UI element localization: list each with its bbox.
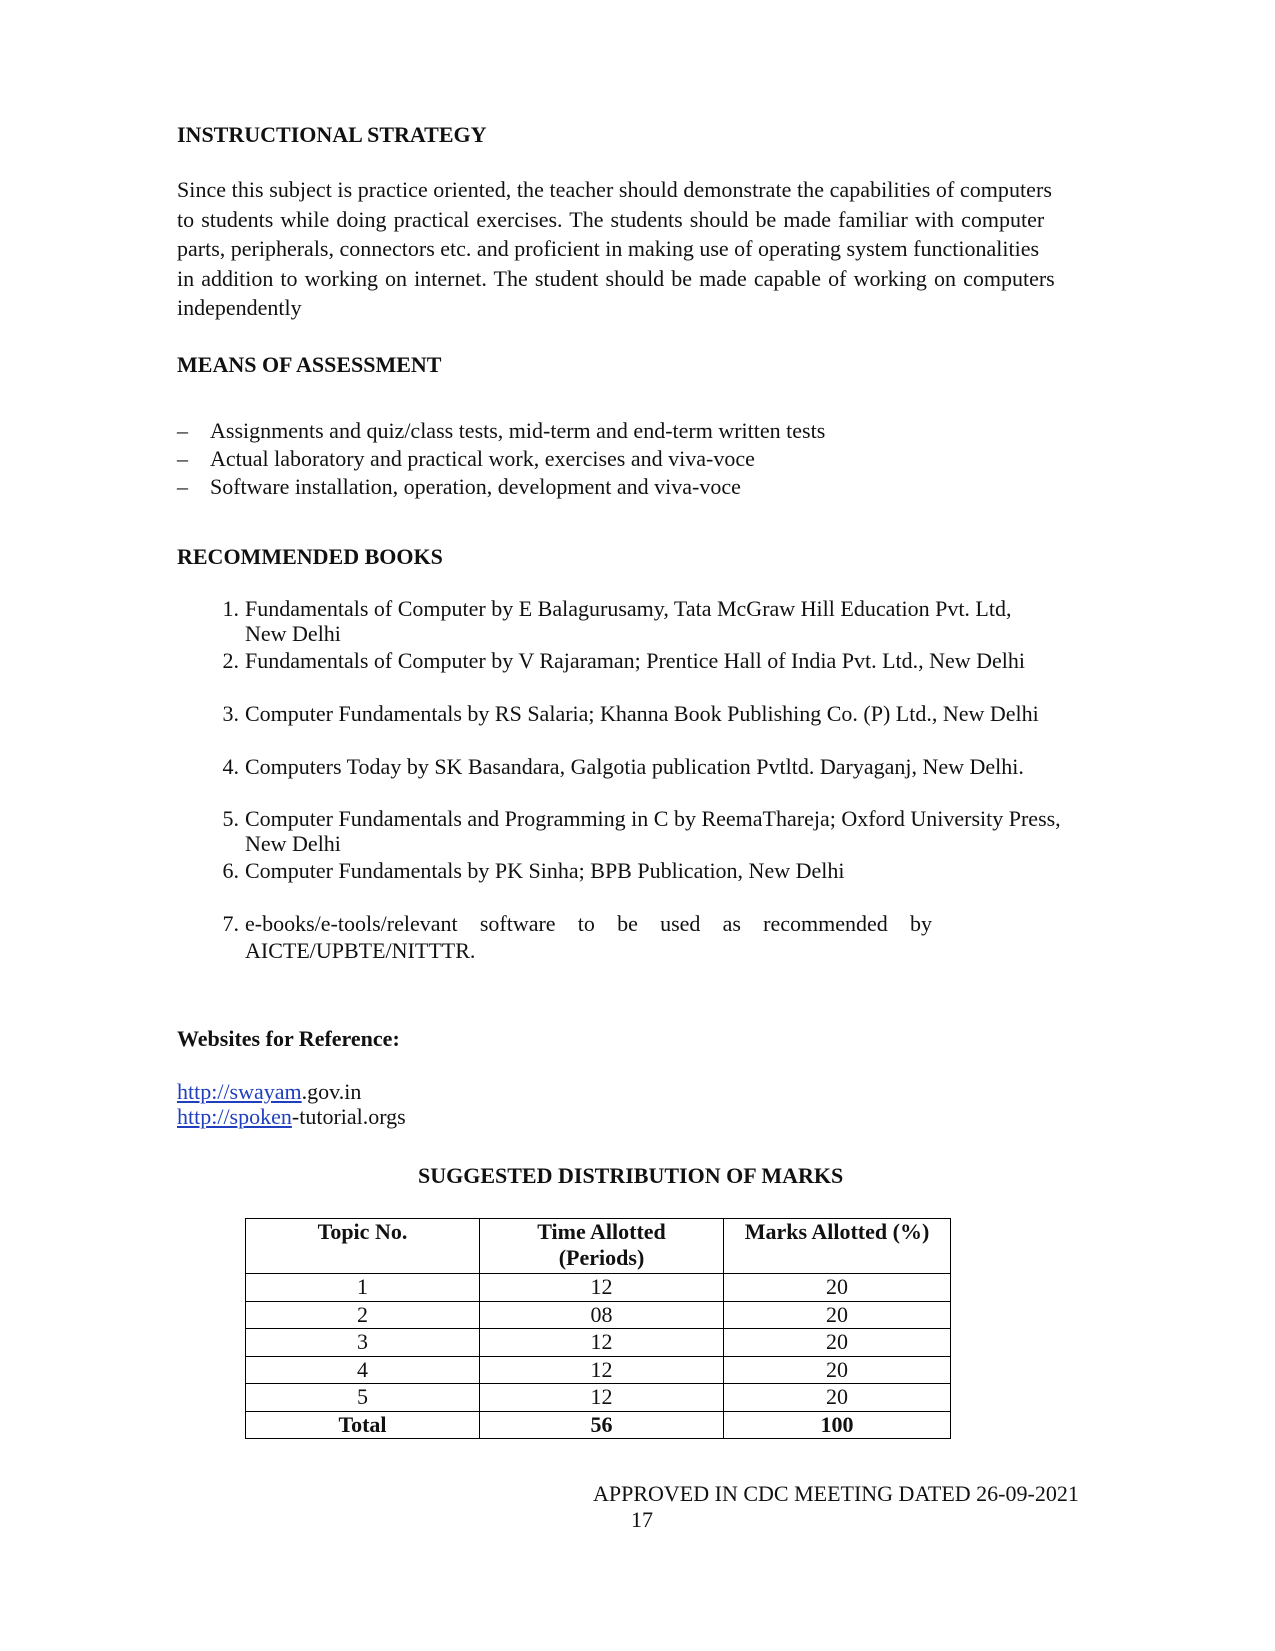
book-number: 3. — [222, 701, 239, 726]
book-word: to — [577, 911, 595, 936]
book-number: 1. — [222, 596, 239, 621]
book-text-continued: New Delhi — [245, 831, 341, 856]
dash-bullet: – — [177, 418, 188, 443]
marks-table-title: SUGGESTED DISTRIBUTION OF MARKS — [418, 1163, 844, 1188]
cell-time: 12 — [480, 1274, 724, 1302]
book-text: Computers Today by SK Basandara, Galgotia publication Pvtltd. Daryaganj, New Delhi. — [245, 754, 1024, 779]
instructional-strategy-heading: INSTRUCTIONAL STRATEGY — [177, 122, 487, 147]
header-topic-no: Topic No. — [246, 1219, 480, 1274]
cell-marks: 20 — [724, 1301, 951, 1329]
marks-distribution-table — [245, 1218, 951, 1439]
list-item — [177, 446, 977, 474]
list-item — [177, 474, 977, 502]
cell-marks: 20 — [724, 1384, 951, 1412]
website-line[interactable] — [177, 1104, 406, 1129]
book-text-continued: AICTE/UPBTE/NITTTR. — [245, 938, 476, 963]
book-item — [211, 648, 1111, 673]
cell-time: 12 — [480, 1384, 724, 1412]
cell-marks: 20 — [724, 1329, 951, 1357]
table-row — [246, 1356, 951, 1384]
header-marks-allotted: Marks Allotted (%) — [724, 1219, 951, 1274]
book-text — [245, 911, 932, 936]
book-text-continued: New Delhi — [245, 621, 341, 646]
cell-time: 08 — [480, 1301, 724, 1329]
table-row — [246, 1384, 951, 1412]
book-word: be — [617, 911, 638, 936]
cell-topic: 4 — [246, 1356, 480, 1384]
cell-topic: 3 — [246, 1329, 480, 1357]
book-word: software — [479, 911, 556, 936]
dash-bullet: – — [177, 446, 188, 471]
cell-marks: 20 — [724, 1274, 951, 1302]
cell-time: 12 — [480, 1329, 724, 1357]
book-text: Computer Fundamentals by RS Salaria; Khanna Book Publishing Co. (P) Ltd., New Delhi — [245, 701, 1039, 726]
book-item — [211, 911, 1111, 961]
paragraph-line: Since this subject is practice oriented, the teacher should demonstrate the capabilities of computers — [177, 177, 1052, 202]
table-row — [246, 1301, 951, 1329]
cell-total-time: 56 — [480, 1411, 724, 1439]
websites-heading: Websites for Reference: — [177, 1026, 400, 1051]
book-word: e-books/e-tools/relevant — [245, 911, 458, 936]
list-item — [177, 418, 977, 446]
assessment-heading: MEANS OF ASSESSMENT — [177, 352, 442, 377]
book-text: Fundamentals of Computer by E Balagurusamy, Tata McGraw Hill Education Pvt. Ltd, — [245, 596, 1012, 621]
header-time-allotted — [480, 1219, 724, 1274]
book-text: Fundamentals of Computer by V Rajaraman; Prentice Hall of India Pvt. Ltd., New Delhi — [245, 648, 1026, 673]
book-word: by — [909, 911, 932, 936]
book-number: 2. — [222, 648, 239, 673]
paragraph-line: independently — [177, 295, 302, 320]
cell-topic: 1 — [246, 1274, 480, 1302]
table-row — [246, 1274, 951, 1302]
paragraph-line: to students while doing practical exercises. The students should be made familiar with computer — [177, 206, 1045, 232]
book-number: 7. — [222, 911, 239, 936]
header-time-line2: (Periods) — [558, 1245, 645, 1270]
book-number: 5. — [222, 806, 239, 831]
assessment-item-text: Software installation, operation, development and viva-voce — [210, 474, 741, 499]
book-word: used — [660, 911, 701, 936]
cell-total-label: Total — [246, 1411, 480, 1439]
header-time-line1: Time Allotted — [537, 1219, 666, 1244]
dash-bullet: – — [177, 474, 188, 499]
book-item — [211, 858, 1111, 883]
assessment-item-text: Assignments and quiz/class tests, mid-term and end-term written tests — [210, 418, 826, 443]
website-link-suffix: -tutorial.orgs — [291, 1104, 406, 1129]
page-number: 17 — [631, 1507, 653, 1532]
book-number: 4. — [222, 754, 239, 779]
cell-time: 12 — [480, 1356, 724, 1384]
website-line[interactable] — [177, 1079, 361, 1104]
book-number: 6. — [222, 858, 239, 883]
cell-topic: 5 — [246, 1384, 480, 1412]
assessment-item-text: Actual laboratory and practical work, exercises and viva-voce — [210, 446, 755, 471]
book-item — [211, 806, 1111, 856]
book-item — [211, 701, 1111, 726]
website-link-suffix: .gov.in — [301, 1079, 362, 1104]
book-text: Computer Fundamentals and Programming in C by ReemaThareja; Oxford University Press, — [245, 806, 1061, 831]
book-word: as — [722, 911, 741, 936]
paragraph-line: parts, peripherals, connectors etc. and proficient in making use of operating system functionalities — [177, 236, 1040, 261]
book-word: recommended — [763, 911, 888, 936]
cell-topic: 2 — [246, 1301, 480, 1329]
table-total-row — [246, 1411, 951, 1439]
approval-footer: APPROVED IN CDC MEETING DATED 26-09-2021 — [593, 1481, 1079, 1506]
book-item — [211, 754, 1111, 779]
paragraph-line: in addition to working on internet. The student should be made capable of working on computers — [177, 265, 1055, 291]
website-link[interactable]: http://swayam — [177, 1079, 302, 1104]
recommended-books-heading: RECOMMENDED BOOKS — [177, 544, 443, 569]
table-row — [246, 1329, 951, 1357]
cell-total-marks: 100 — [724, 1411, 951, 1439]
cell-marks: 20 — [724, 1356, 951, 1384]
book-item — [211, 596, 1111, 646]
book-text: Computer Fundamentals by PK Sinha; BPB Publication, New Delhi — [245, 858, 845, 883]
website-link[interactable]: http://spoken — [177, 1104, 292, 1129]
instructional-strategy-paragraph — [177, 175, 1055, 323]
table-header-row — [246, 1219, 951, 1274]
